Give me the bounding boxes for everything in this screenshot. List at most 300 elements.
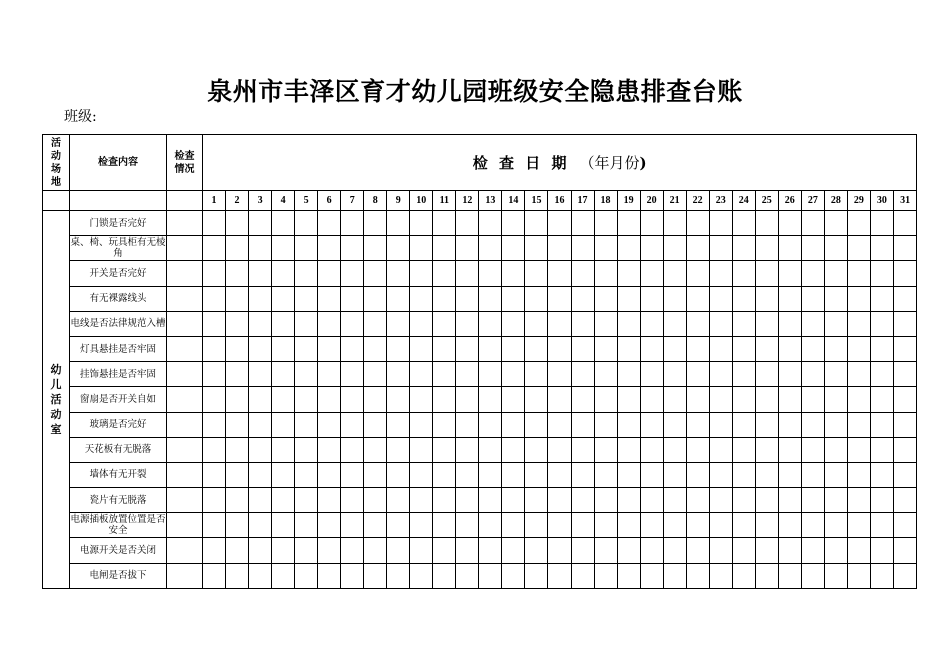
- day-check-cell[interactable]: [847, 437, 870, 462]
- day-check-cell[interactable]: [571, 437, 594, 462]
- day-check-cell[interactable]: [433, 236, 456, 261]
- day-check-cell[interactable]: [617, 563, 640, 588]
- day-check-cell[interactable]: [755, 261, 778, 286]
- day-check-cell[interactable]: [410, 488, 433, 513]
- day-check-cell[interactable]: [824, 362, 847, 387]
- day-check-cell[interactable]: [226, 488, 249, 513]
- day-check-cell[interactable]: [870, 462, 893, 487]
- day-check-cell[interactable]: [272, 563, 295, 588]
- day-check-cell[interactable]: [203, 211, 226, 236]
- day-check-cell[interactable]: [617, 437, 640, 462]
- day-check-cell[interactable]: [433, 412, 456, 437]
- day-check-cell[interactable]: [617, 538, 640, 563]
- day-check-cell[interactable]: [870, 362, 893, 387]
- day-check-cell[interactable]: [364, 311, 387, 336]
- day-check-cell[interactable]: [617, 311, 640, 336]
- day-check-cell[interactable]: [617, 336, 640, 361]
- day-check-cell[interactable]: [272, 362, 295, 387]
- day-check-cell[interactable]: [226, 513, 249, 538]
- day-check-cell[interactable]: [295, 261, 318, 286]
- day-check-cell[interactable]: [479, 412, 502, 437]
- day-check-cell[interactable]: [732, 412, 755, 437]
- day-check-cell[interactable]: [686, 286, 709, 311]
- day-check-cell[interactable]: [433, 538, 456, 563]
- day-check-cell[interactable]: [640, 261, 663, 286]
- day-check-cell[interactable]: [847, 513, 870, 538]
- day-check-cell[interactable]: [272, 211, 295, 236]
- day-check-cell[interactable]: [640, 236, 663, 261]
- day-check-cell[interactable]: [525, 211, 548, 236]
- day-check-cell[interactable]: [318, 538, 341, 563]
- day-check-cell[interactable]: [870, 236, 893, 261]
- day-check-cell[interactable]: [456, 488, 479, 513]
- day-check-cell[interactable]: [226, 462, 249, 487]
- day-check-cell[interactable]: [203, 311, 226, 336]
- day-check-cell[interactable]: [686, 538, 709, 563]
- day-check-cell[interactable]: [502, 362, 525, 387]
- day-check-cell[interactable]: [709, 236, 732, 261]
- day-check-cell[interactable]: [732, 563, 755, 588]
- day-check-cell[interactable]: [433, 488, 456, 513]
- day-check-cell[interactable]: [525, 538, 548, 563]
- day-check-cell[interactable]: [732, 336, 755, 361]
- day-check-cell[interactable]: [778, 211, 801, 236]
- day-check-cell[interactable]: [502, 211, 525, 236]
- day-check-cell[interactable]: [870, 513, 893, 538]
- status-cell[interactable]: [167, 513, 203, 538]
- day-check-cell[interactable]: [410, 236, 433, 261]
- day-check-cell[interactable]: [709, 412, 732, 437]
- day-check-cell[interactable]: [709, 336, 732, 361]
- day-check-cell[interactable]: [709, 563, 732, 588]
- day-check-cell[interactable]: [893, 462, 916, 487]
- day-check-cell[interactable]: [502, 437, 525, 462]
- day-check-cell[interactable]: [272, 437, 295, 462]
- day-check-cell[interactable]: [847, 211, 870, 236]
- day-check-cell[interactable]: [548, 311, 571, 336]
- day-check-cell[interactable]: [456, 462, 479, 487]
- day-check-cell[interactable]: [640, 336, 663, 361]
- day-check-cell[interactable]: [778, 462, 801, 487]
- day-check-cell[interactable]: [479, 488, 502, 513]
- day-check-cell[interactable]: [433, 563, 456, 588]
- day-check-cell[interactable]: [456, 437, 479, 462]
- day-check-cell[interactable]: [226, 362, 249, 387]
- day-check-cell[interactable]: [433, 362, 456, 387]
- day-check-cell[interactable]: [364, 538, 387, 563]
- day-check-cell[interactable]: [318, 236, 341, 261]
- day-check-cell[interactable]: [410, 311, 433, 336]
- day-check-cell[interactable]: [203, 538, 226, 563]
- day-check-cell[interactable]: [502, 462, 525, 487]
- day-check-cell[interactable]: [801, 236, 824, 261]
- day-check-cell[interactable]: [433, 336, 456, 361]
- day-check-cell[interactable]: [617, 211, 640, 236]
- day-check-cell[interactable]: [755, 462, 778, 487]
- day-check-cell[interactable]: [732, 437, 755, 462]
- day-check-cell[interactable]: [226, 286, 249, 311]
- day-check-cell[interactable]: [548, 336, 571, 361]
- day-check-cell[interactable]: [709, 261, 732, 286]
- day-check-cell[interactable]: [686, 211, 709, 236]
- day-check-cell[interactable]: [686, 362, 709, 387]
- day-check-cell[interactable]: [847, 563, 870, 588]
- day-check-cell[interactable]: [502, 538, 525, 563]
- day-check-cell[interactable]: [479, 362, 502, 387]
- day-check-cell[interactable]: [709, 362, 732, 387]
- day-check-cell[interactable]: [732, 387, 755, 412]
- day-check-cell[interactable]: [686, 462, 709, 487]
- day-check-cell[interactable]: [801, 311, 824, 336]
- day-check-cell[interactable]: [249, 387, 272, 412]
- day-check-cell[interactable]: [640, 488, 663, 513]
- day-check-cell[interactable]: [709, 513, 732, 538]
- day-check-cell[interactable]: [801, 211, 824, 236]
- day-check-cell[interactable]: [249, 462, 272, 487]
- day-check-cell[interactable]: [663, 563, 686, 588]
- day-check-cell[interactable]: [318, 437, 341, 462]
- day-check-cell[interactable]: [778, 538, 801, 563]
- day-check-cell[interactable]: [318, 513, 341, 538]
- day-check-cell[interactable]: [686, 261, 709, 286]
- day-check-cell[interactable]: [594, 538, 617, 563]
- day-check-cell[interactable]: [824, 211, 847, 236]
- day-check-cell[interactable]: [847, 286, 870, 311]
- day-check-cell[interactable]: [778, 488, 801, 513]
- day-check-cell[interactable]: [502, 513, 525, 538]
- day-check-cell[interactable]: [732, 462, 755, 487]
- day-check-cell[interactable]: [341, 462, 364, 487]
- day-check-cell[interactable]: [893, 513, 916, 538]
- day-check-cell[interactable]: [801, 538, 824, 563]
- day-check-cell[interactable]: [755, 538, 778, 563]
- day-check-cell[interactable]: [801, 462, 824, 487]
- day-check-cell[interactable]: [709, 437, 732, 462]
- day-check-cell[interactable]: [410, 538, 433, 563]
- day-check-cell[interactable]: [364, 286, 387, 311]
- day-check-cell[interactable]: [571, 513, 594, 538]
- status-cell[interactable]: [167, 563, 203, 588]
- day-check-cell[interactable]: [341, 336, 364, 361]
- day-check-cell[interactable]: [456, 286, 479, 311]
- day-check-cell[interactable]: [295, 211, 318, 236]
- day-check-cell[interactable]: [525, 387, 548, 412]
- day-check-cell[interactable]: [387, 563, 410, 588]
- day-check-cell[interactable]: [548, 488, 571, 513]
- day-check-cell[interactable]: [341, 387, 364, 412]
- day-check-cell[interactable]: [203, 286, 226, 311]
- day-check-cell[interactable]: [847, 336, 870, 361]
- day-check-cell[interactable]: [640, 412, 663, 437]
- day-check-cell[interactable]: [893, 336, 916, 361]
- day-check-cell[interactable]: [663, 362, 686, 387]
- day-check-cell[interactable]: [249, 261, 272, 286]
- day-check-cell[interactable]: [548, 462, 571, 487]
- day-check-cell[interactable]: [433, 513, 456, 538]
- day-check-cell[interactable]: [801, 513, 824, 538]
- day-check-cell[interactable]: [203, 387, 226, 412]
- day-check-cell[interactable]: [663, 261, 686, 286]
- day-check-cell[interactable]: [686, 311, 709, 336]
- day-check-cell[interactable]: [640, 211, 663, 236]
- day-check-cell[interactable]: [732, 513, 755, 538]
- day-check-cell[interactable]: [801, 286, 824, 311]
- day-check-cell[interactable]: [226, 336, 249, 361]
- day-check-cell[interactable]: [824, 387, 847, 412]
- day-check-cell[interactable]: [525, 437, 548, 462]
- day-check-cell[interactable]: [502, 261, 525, 286]
- day-check-cell[interactable]: [410, 211, 433, 236]
- day-check-cell[interactable]: [525, 261, 548, 286]
- day-check-cell[interactable]: [893, 437, 916, 462]
- day-check-cell[interactable]: [594, 286, 617, 311]
- day-check-cell[interactable]: [663, 513, 686, 538]
- day-check-cell[interactable]: [870, 563, 893, 588]
- day-check-cell[interactable]: [249, 211, 272, 236]
- day-check-cell[interactable]: [272, 261, 295, 286]
- day-check-cell[interactable]: [893, 412, 916, 437]
- day-check-cell[interactable]: [617, 412, 640, 437]
- day-check-cell[interactable]: [640, 311, 663, 336]
- day-check-cell[interactable]: [732, 261, 755, 286]
- day-check-cell[interactable]: [249, 336, 272, 361]
- day-check-cell[interactable]: [548, 412, 571, 437]
- day-check-cell[interactable]: [571, 286, 594, 311]
- day-check-cell[interactable]: [341, 362, 364, 387]
- day-check-cell[interactable]: [755, 437, 778, 462]
- day-check-cell[interactable]: [824, 336, 847, 361]
- day-check-cell[interactable]: [272, 513, 295, 538]
- status-cell[interactable]: [167, 286, 203, 311]
- day-check-cell[interactable]: [870, 211, 893, 236]
- day-check-cell[interactable]: [893, 387, 916, 412]
- day-check-cell[interactable]: [617, 387, 640, 412]
- day-check-cell[interactable]: [387, 387, 410, 412]
- day-check-cell[interactable]: [709, 286, 732, 311]
- day-check-cell[interactable]: [755, 513, 778, 538]
- day-check-cell[interactable]: [548, 513, 571, 538]
- day-check-cell[interactable]: [594, 513, 617, 538]
- day-check-cell[interactable]: [594, 488, 617, 513]
- day-check-cell[interactable]: [226, 412, 249, 437]
- day-check-cell[interactable]: [410, 336, 433, 361]
- day-check-cell[interactable]: [571, 538, 594, 563]
- day-check-cell[interactable]: [318, 362, 341, 387]
- day-check-cell[interactable]: [502, 412, 525, 437]
- day-check-cell[interactable]: [686, 513, 709, 538]
- day-check-cell[interactable]: [686, 236, 709, 261]
- day-check-cell[interactable]: [571, 362, 594, 387]
- day-check-cell[interactable]: [479, 437, 502, 462]
- day-check-cell[interactable]: [571, 236, 594, 261]
- day-check-cell[interactable]: [387, 488, 410, 513]
- day-check-cell[interactable]: [479, 261, 502, 286]
- day-check-cell[interactable]: [364, 211, 387, 236]
- day-check-cell[interactable]: [801, 387, 824, 412]
- day-check-cell[interactable]: [387, 311, 410, 336]
- day-check-cell[interactable]: [364, 261, 387, 286]
- day-check-cell[interactable]: [502, 563, 525, 588]
- day-check-cell[interactable]: [594, 462, 617, 487]
- day-check-cell[interactable]: [203, 261, 226, 286]
- day-check-cell[interactable]: [272, 311, 295, 336]
- status-cell[interactable]: [167, 362, 203, 387]
- day-check-cell[interactable]: [341, 311, 364, 336]
- day-check-cell[interactable]: [663, 286, 686, 311]
- day-check-cell[interactable]: [387, 538, 410, 563]
- day-check-cell[interactable]: [755, 286, 778, 311]
- day-check-cell[interactable]: [272, 412, 295, 437]
- day-check-cell[interactable]: [479, 286, 502, 311]
- day-check-cell[interactable]: [433, 261, 456, 286]
- status-cell[interactable]: [167, 412, 203, 437]
- day-check-cell[interactable]: [893, 488, 916, 513]
- day-check-cell[interactable]: [640, 513, 663, 538]
- day-check-cell[interactable]: [295, 538, 318, 563]
- day-check-cell[interactable]: [893, 538, 916, 563]
- day-check-cell[interactable]: [295, 437, 318, 462]
- day-check-cell[interactable]: [755, 488, 778, 513]
- day-check-cell[interactable]: [571, 412, 594, 437]
- day-check-cell[interactable]: [203, 336, 226, 361]
- day-check-cell[interactable]: [548, 286, 571, 311]
- status-cell[interactable]: [167, 387, 203, 412]
- day-check-cell[interactable]: [433, 211, 456, 236]
- day-check-cell[interactable]: [410, 462, 433, 487]
- day-check-cell[interactable]: [410, 513, 433, 538]
- day-check-cell[interactable]: [571, 462, 594, 487]
- day-check-cell[interactable]: [479, 513, 502, 538]
- day-check-cell[interactable]: [433, 437, 456, 462]
- day-check-cell[interactable]: [640, 437, 663, 462]
- day-check-cell[interactable]: [387, 336, 410, 361]
- day-check-cell[interactable]: [870, 336, 893, 361]
- day-check-cell[interactable]: [870, 286, 893, 311]
- day-check-cell[interactable]: [525, 236, 548, 261]
- day-check-cell[interactable]: [801, 488, 824, 513]
- day-check-cell[interactable]: [456, 336, 479, 361]
- day-check-cell[interactable]: [295, 488, 318, 513]
- day-check-cell[interactable]: [318, 462, 341, 487]
- day-check-cell[interactable]: [824, 563, 847, 588]
- day-check-cell[interactable]: [318, 286, 341, 311]
- day-check-cell[interactable]: [318, 563, 341, 588]
- day-check-cell[interactable]: [341, 488, 364, 513]
- status-cell[interactable]: [167, 538, 203, 563]
- day-check-cell[interactable]: [456, 261, 479, 286]
- day-check-cell[interactable]: [594, 362, 617, 387]
- day-check-cell[interactable]: [847, 412, 870, 437]
- day-check-cell[interactable]: [732, 488, 755, 513]
- day-check-cell[interactable]: [732, 362, 755, 387]
- day-check-cell[interactable]: [318, 211, 341, 236]
- day-check-cell[interactable]: [249, 538, 272, 563]
- day-check-cell[interactable]: [824, 236, 847, 261]
- day-check-cell[interactable]: [318, 311, 341, 336]
- day-check-cell[interactable]: [456, 362, 479, 387]
- day-check-cell[interactable]: [755, 362, 778, 387]
- day-check-cell[interactable]: [364, 437, 387, 462]
- day-check-cell[interactable]: [594, 437, 617, 462]
- day-check-cell[interactable]: [272, 488, 295, 513]
- day-check-cell[interactable]: [295, 236, 318, 261]
- day-check-cell[interactable]: [640, 387, 663, 412]
- day-check-cell[interactable]: [663, 236, 686, 261]
- day-check-cell[interactable]: [295, 563, 318, 588]
- day-check-cell[interactable]: [410, 387, 433, 412]
- day-check-cell[interactable]: [617, 462, 640, 487]
- day-check-cell[interactable]: [525, 412, 548, 437]
- day-check-cell[interactable]: [525, 563, 548, 588]
- day-check-cell[interactable]: [272, 538, 295, 563]
- day-check-cell[interactable]: [778, 412, 801, 437]
- day-check-cell[interactable]: [387, 286, 410, 311]
- day-check-cell[interactable]: [410, 261, 433, 286]
- day-check-cell[interactable]: [364, 412, 387, 437]
- day-check-cell[interactable]: [295, 412, 318, 437]
- day-check-cell[interactable]: [364, 488, 387, 513]
- day-check-cell[interactable]: [387, 437, 410, 462]
- day-check-cell[interactable]: [249, 412, 272, 437]
- day-check-cell[interactable]: [318, 488, 341, 513]
- day-check-cell[interactable]: [341, 437, 364, 462]
- day-check-cell[interactable]: [456, 311, 479, 336]
- day-check-cell[interactable]: [801, 336, 824, 361]
- day-check-cell[interactable]: [387, 236, 410, 261]
- day-check-cell[interactable]: [433, 286, 456, 311]
- day-check-cell[interactable]: [870, 488, 893, 513]
- day-check-cell[interactable]: [663, 311, 686, 336]
- day-check-cell[interactable]: [410, 563, 433, 588]
- day-check-cell[interactable]: [617, 236, 640, 261]
- day-check-cell[interactable]: [272, 236, 295, 261]
- day-check-cell[interactable]: [479, 563, 502, 588]
- day-check-cell[interactable]: [755, 336, 778, 361]
- day-check-cell[interactable]: [571, 311, 594, 336]
- day-check-cell[interactable]: [732, 538, 755, 563]
- day-check-cell[interactable]: [249, 488, 272, 513]
- day-check-cell[interactable]: [778, 563, 801, 588]
- day-check-cell[interactable]: [364, 336, 387, 361]
- day-check-cell[interactable]: [295, 513, 318, 538]
- day-check-cell[interactable]: [548, 261, 571, 286]
- day-check-cell[interactable]: [617, 513, 640, 538]
- day-check-cell[interactable]: [479, 336, 502, 361]
- day-check-cell[interactable]: [824, 538, 847, 563]
- day-check-cell[interactable]: [295, 336, 318, 361]
- day-check-cell[interactable]: [502, 336, 525, 361]
- day-check-cell[interactable]: [272, 387, 295, 412]
- day-check-cell[interactable]: [732, 236, 755, 261]
- day-check-cell[interactable]: [617, 261, 640, 286]
- day-check-cell[interactable]: [755, 412, 778, 437]
- day-check-cell[interactable]: [847, 362, 870, 387]
- day-check-cell[interactable]: [686, 387, 709, 412]
- day-check-cell[interactable]: [640, 286, 663, 311]
- day-check-cell[interactable]: [732, 286, 755, 311]
- day-check-cell[interactable]: [686, 437, 709, 462]
- day-check-cell[interactable]: [456, 513, 479, 538]
- day-check-cell[interactable]: [870, 387, 893, 412]
- day-check-cell[interactable]: [801, 412, 824, 437]
- day-check-cell[interactable]: [249, 513, 272, 538]
- day-check-cell[interactable]: [778, 362, 801, 387]
- day-check-cell[interactable]: [824, 286, 847, 311]
- day-check-cell[interactable]: [479, 311, 502, 336]
- day-check-cell[interactable]: [709, 488, 732, 513]
- day-check-cell[interactable]: [755, 387, 778, 412]
- day-check-cell[interactable]: [295, 311, 318, 336]
